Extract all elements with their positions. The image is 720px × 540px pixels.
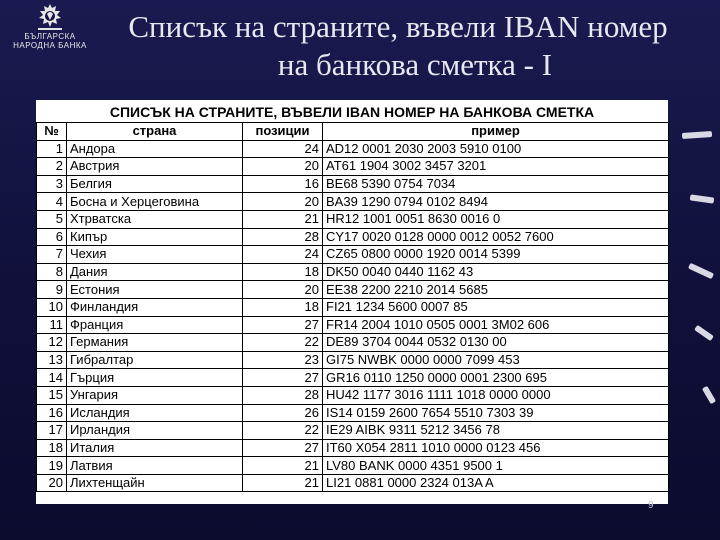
country-cell: Лихтенщайн [67, 474, 243, 492]
table-row [37, 351, 669, 369]
row-number-cell: 1 [37, 140, 67, 158]
country-cell: Кипър [67, 228, 243, 246]
country-cell: Хтрватска [67, 210, 243, 228]
iban-example-cell: EE38 2200 2210 2014 5685 [323, 281, 669, 299]
country-cell: Франция [67, 316, 243, 334]
row-number-cell: 8 [37, 263, 67, 281]
positions-cell: 18 [243, 263, 323, 281]
country-cell: Гибралтар [67, 351, 243, 369]
table-row [37, 193, 669, 211]
iban-example-cell: CY17 0020 0128 0000 0012 0052 7600 [323, 228, 669, 246]
country-cell: Унгария [67, 386, 243, 404]
table-row [37, 457, 669, 475]
iban-example-cell: LV80 BANK 0000 4351 9500 1 [323, 457, 669, 475]
positions-cell: 21 [243, 210, 323, 228]
table-row [37, 175, 669, 193]
positions-cell: 24 [243, 140, 323, 158]
iban-example-cell: AT61 1904 3002 3457 3201 [323, 158, 669, 176]
iban-example-cell: DK50 0040 0440 1162 43 [323, 263, 669, 281]
row-number-cell: 16 [37, 404, 67, 422]
table-row [37, 281, 669, 299]
table-row [37, 369, 669, 387]
table-row [37, 334, 669, 352]
logo-text-line2: НАРОДНА БАНКА [13, 41, 87, 50]
positions-cell: 28 [243, 228, 323, 246]
row-number-cell: 6 [37, 228, 67, 246]
row-number-cell: 13 [37, 351, 67, 369]
positions-cell: 18 [243, 298, 323, 316]
row-number-cell: 5 [37, 210, 67, 228]
page-number: 9 [648, 500, 654, 511]
table-row [37, 210, 669, 228]
column-header-example: пример [323, 123, 669, 141]
row-number-cell: 17 [37, 422, 67, 440]
table-row [37, 228, 669, 246]
row-number-cell: 7 [37, 246, 67, 264]
column-header-country: страна [67, 123, 243, 141]
country-cell: Чехия [67, 246, 243, 264]
table-row [37, 439, 669, 457]
country-cell: Исландия [67, 404, 243, 422]
country-cell: Босна и Херцеговина [67, 193, 243, 211]
bnb-logo [4, 2, 96, 52]
row-number-cell: 12 [37, 334, 67, 352]
iban-example-cell: GI75 NWBK 0000 0000 7099 453 [323, 351, 669, 369]
table-body [37, 140, 669, 492]
iban-example-cell: IE29 AIBK 9311 5212 3456 78 [323, 422, 669, 440]
table-heading: СПИСЪК НА СТРАНИТЕ, ВЪВЕЛИ IBAN НОМЕР НА БАНКОВА СМЕТКА [109, 104, 595, 120]
table-row [37, 298, 669, 316]
column-header-number: № [37, 123, 67, 141]
row-number-cell: 4 [37, 193, 67, 211]
row-number-cell: 15 [37, 386, 67, 404]
table-row [37, 422, 669, 440]
country-cell: Дания [67, 263, 243, 281]
table-header-row [37, 123, 669, 141]
table-row [37, 263, 669, 281]
slide-title [98, 8, 708, 84]
country-cell: Латвия [67, 457, 243, 475]
iban-example-cell: GR16 0110 1250 0000 0001 2300 695 [323, 369, 669, 387]
table-row [37, 404, 669, 422]
positions-cell: 23 [243, 351, 323, 369]
row-number-cell: 2 [37, 158, 67, 176]
table-row [37, 158, 669, 176]
country-cell: Белгия [67, 175, 243, 193]
iban-example-cell: HU42 1177 3016 1111 1018 0000 0000 [323, 386, 669, 404]
iban-example-cell: IS14 0159 2600 7654 5510 7303 39 [323, 404, 669, 422]
iban-example-cell: DE89 3704 0044 0532 0130 00 [323, 334, 669, 352]
table-row [37, 246, 669, 264]
iban-example-cell: CZ65 0800 0000 1920 0014 5399 [323, 246, 669, 264]
country-cell: Австрия [67, 158, 243, 176]
country-cell: Ирландия [67, 422, 243, 440]
slide-title-line2: на банкова сметка - I [277, 47, 553, 82]
country-cell: Финландия [67, 298, 243, 316]
country-cell: Естония [67, 281, 243, 299]
logo-text-line1: БЪЛГАРСКА [24, 32, 76, 41]
row-number-cell: 11 [37, 316, 67, 334]
iban-example-cell: BE68 5390 0754 7034 [323, 175, 669, 193]
positions-cell: 26 [243, 404, 323, 422]
iban-example-cell: BA39 1290 0794 0102 8494 [323, 193, 669, 211]
iban-example-cell: FR14 2004 1010 0505 0001 3M02 606 [323, 316, 669, 334]
iban-table-card [36, 100, 668, 504]
row-number-cell: 3 [37, 175, 67, 193]
country-cell: Андора [67, 140, 243, 158]
positions-cell: 21 [243, 474, 323, 492]
table-row [37, 474, 669, 492]
positions-cell: 20 [243, 158, 323, 176]
positions-cell: 20 [243, 281, 323, 299]
column-header-positions: позиции [243, 123, 323, 141]
positions-cell: 28 [243, 386, 323, 404]
row-number-cell: 19 [37, 457, 67, 475]
positions-cell: 21 [243, 457, 323, 475]
row-number-cell: 9 [37, 281, 67, 299]
lion-emblem-icon [33, 2, 67, 32]
row-number-cell: 10 [37, 298, 67, 316]
table-row [37, 316, 669, 334]
positions-cell: 27 [243, 316, 323, 334]
positions-cell: 16 [243, 175, 323, 193]
iban-example-cell: FI21 1234 5600 0007 85 [323, 298, 669, 316]
row-number-cell: 20 [37, 474, 67, 492]
table-row [37, 140, 669, 158]
slide-title-line1: Списък на страните, въвели IBAN номер [128, 9, 668, 44]
positions-cell: 27 [243, 439, 323, 457]
row-number-cell: 18 [37, 439, 67, 457]
positions-cell: 22 [243, 422, 323, 440]
country-cell: Италия [67, 439, 243, 457]
iban-example-cell: AD12 0001 2030 2003 5910 0100 [323, 140, 669, 158]
table-row [37, 386, 669, 404]
iban-example-cell: IT60 X054 2811 1010 0000 0123 456 [323, 439, 669, 457]
positions-cell: 24 [243, 246, 323, 264]
iban-example-cell: HR12 1001 0051 8630 0016 0 [323, 210, 669, 228]
positions-cell: 20 [243, 193, 323, 211]
positions-cell: 27 [243, 369, 323, 387]
country-cell: Гърция [67, 369, 243, 387]
country-cell: Германия [67, 334, 243, 352]
iban-example-cell: LI21 0881 0000 2324 013A A [323, 474, 669, 492]
positions-cell: 22 [243, 334, 323, 352]
row-number-cell: 14 [37, 369, 67, 387]
iban-countries-table [36, 122, 669, 492]
